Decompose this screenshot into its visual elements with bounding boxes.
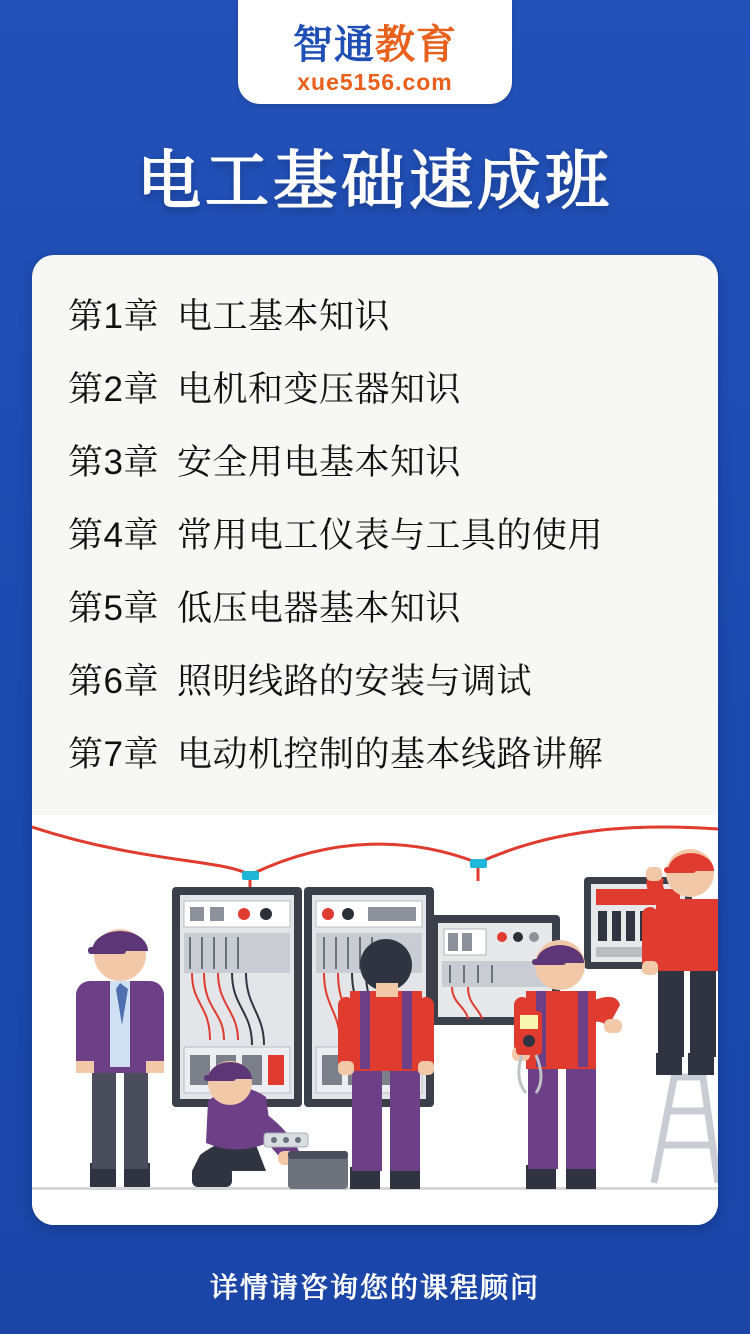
chapter-title: 电动机控制的基本线路讲解	[176, 735, 603, 774]
page-title: 电工基础速成班	[137, 145, 613, 217]
chapter-title: 低压电器基本知识	[176, 589, 461, 628]
list-item	[68, 508, 682, 581]
chapter-list	[32, 289, 718, 800]
chapter-title: 照明线路的安装与调试	[176, 662, 532, 701]
list-item	[68, 289, 682, 362]
list-item	[68, 581, 682, 654]
list-item	[68, 435, 682, 508]
list-item	[68, 362, 682, 435]
chapter-number: 第2章	[68, 370, 159, 409]
chapter-title: 电机和变压器知识	[176, 370, 461, 409]
chapter-title: 安全用电基本知识	[176, 443, 461, 482]
brand-logo-chinese-part1: 智通	[293, 23, 375, 67]
chapter-number: 第3章	[68, 443, 159, 482]
brand-logo-chinese	[293, 25, 457, 65]
brand-logo	[238, 0, 512, 104]
electrician-illustration	[32, 815, 718, 1225]
list-item	[68, 727, 682, 800]
chapter-title: 电工基本知识	[176, 297, 390, 336]
brand-logo-domain: xue5156.com	[297, 69, 453, 95]
chapter-number: 第1章	[68, 297, 159, 336]
chapter-number: 第7章	[68, 735, 159, 774]
chapter-title: 常用电工仪表与工具的使用	[176, 516, 603, 555]
brand-logo-chinese-part2: 教育	[375, 23, 457, 67]
chapter-number: 第6章	[68, 662, 159, 701]
chapter-number: 第5章	[68, 589, 159, 628]
list-item	[68, 654, 682, 727]
chapter-number: 第4章	[68, 516, 159, 555]
footer-note: 详情请咨询您的课程顾问	[209, 1272, 540, 1303]
course-outline-card	[32, 255, 718, 1225]
